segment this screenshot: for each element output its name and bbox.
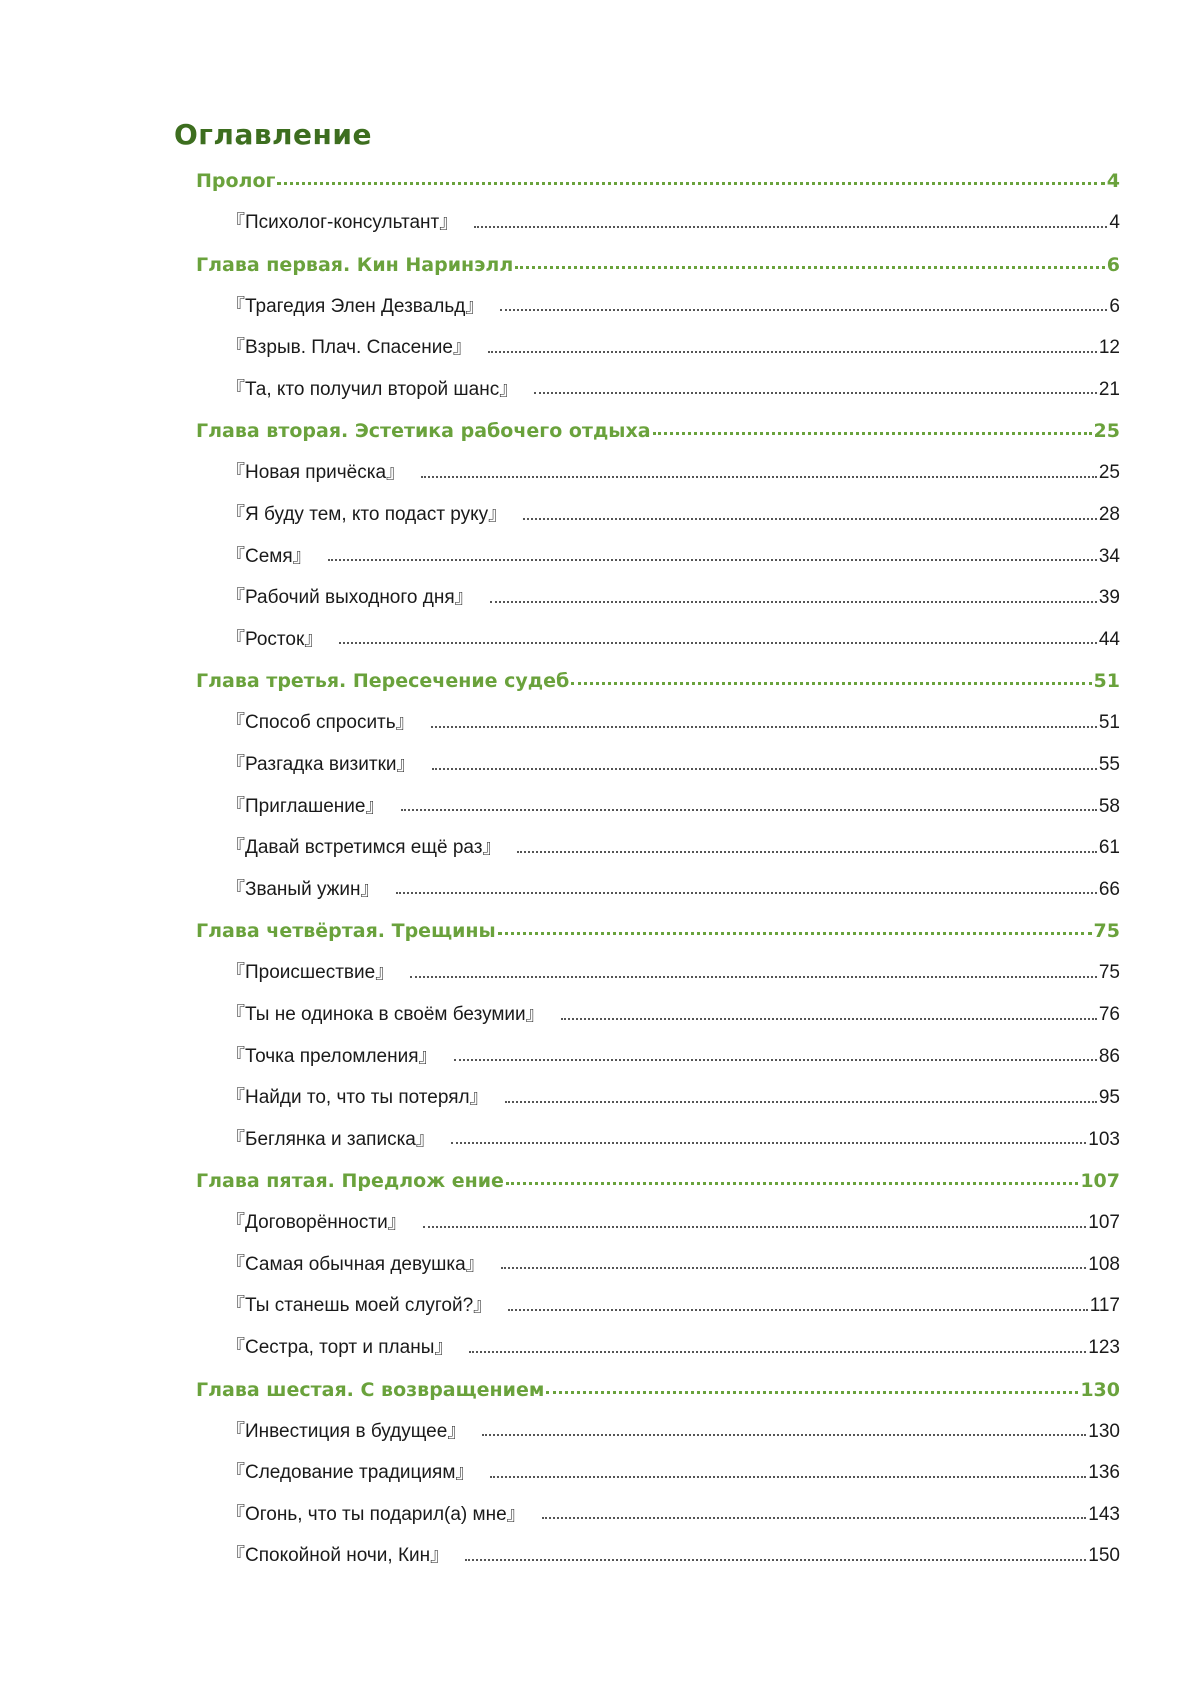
toc-section-entry[interactable] [196, 1285, 1120, 1327]
dot-leader [431, 726, 1097, 728]
toc-entry-page-number: 107 [1080, 1170, 1120, 1193]
toc-entry-title: 『Росток』 [226, 628, 324, 650]
toc-section-entry[interactable] [196, 744, 1120, 786]
toc-entry-title: Глава четвёртая. Трещины [196, 920, 496, 943]
toc-entry-page-number: 6 [1109, 295, 1120, 317]
dot-leader [410, 976, 1097, 978]
dot-leader [482, 1434, 1086, 1436]
toc-chapter-entry[interactable] [196, 1160, 1120, 1202]
toc-entry-page-number: 130 [1080, 1378, 1120, 1401]
toc-entry-page-number: 6 [1106, 253, 1120, 276]
toc-section-entry[interactable] [196, 1535, 1120, 1577]
toc-entry-title: 『Психолог-консультант』 [226, 212, 459, 233]
toc-section-entry[interactable] [196, 286, 1120, 328]
dot-leader [423, 1226, 1087, 1228]
toc-entry-page-number: 143 [1088, 1503, 1120, 1525]
toc-entry-title: 『Новая причёска』 [226, 462, 406, 484]
dot-leader [488, 351, 1097, 353]
dot-leader [469, 1351, 1086, 1353]
toc-entry-page-number: 75 [1093, 920, 1120, 943]
dot-leader [506, 1182, 1078, 1185]
dot-leader [490, 601, 1097, 603]
toc-entry-title: 『Ты не одинока в своём безумии』 [226, 1003, 545, 1025]
toc-entry-page-number: 61 [1098, 837, 1120, 859]
dot-leader [451, 1142, 1086, 1144]
toc-entry-title: 『Беглянка и записка』 [226, 1128, 435, 1150]
toc-heading: Оглавление [174, 118, 373, 151]
toc-entry-page-number: 86 [1098, 1045, 1120, 1067]
toc-entry-title: 『Способ спросить』 [226, 712, 415, 734]
toc-entry-page-number: 21 [1098, 378, 1120, 400]
toc-entry-page-number: 4 [1109, 212, 1120, 233]
toc-chapter-entry[interactable] [196, 410, 1120, 452]
toc-chapter-entry[interactable] [196, 910, 1120, 952]
toc-entry-title: Глава третья. Пересечение судеб [196, 670, 570, 693]
dot-leader [523, 518, 1097, 520]
toc-entry-title: 『Огонь, что ты подарил(а) мне』 [226, 1503, 526, 1525]
toc-section-entry[interactable] [196, 1077, 1120, 1119]
toc-entry-title: 『Я буду тем, кто подаст руку』 [226, 503, 508, 525]
toc-entry-page-number: 107 [1088, 1212, 1120, 1234]
dot-leader [534, 392, 1097, 394]
toc-chapter-entry[interactable] [196, 660, 1120, 702]
toc-section-entry[interactable] [196, 952, 1120, 994]
dot-leader [454, 1059, 1097, 1061]
toc-entry-title: 『Трагедия Элен Дезвальд』 [226, 295, 485, 317]
dot-leader [508, 1309, 1088, 1311]
toc-section-entry[interactable] [196, 1036, 1120, 1078]
toc-entry-title: 『Найди то, что ты потерял』 [226, 1087, 489, 1109]
toc-section-entry[interactable] [196, 452, 1120, 494]
toc-section-entry[interactable] [196, 1327, 1120, 1369]
dot-leader [396, 892, 1097, 894]
dot-leader [517, 851, 1096, 853]
toc-entry-page-number: 75 [1098, 962, 1120, 984]
toc-entry-title: Глава первая. Кин Наринэлл [196, 253, 514, 276]
toc-entry-title: 『Следование традициям』 [226, 1462, 475, 1484]
toc-section-entry[interactable] [196, 1202, 1120, 1244]
toc-entry-title: 『Происшествие』 [226, 962, 395, 984]
toc-entry-page-number: 39 [1098, 587, 1120, 609]
toc-entry-title: Пролог [196, 170, 276, 192]
toc-section-entry[interactable] [196, 202, 1120, 244]
toc-list [196, 160, 1120, 1577]
toc-entry-title: 『Инвестиция в будущее』 [226, 1420, 467, 1442]
toc-section-entry[interactable] [196, 1494, 1120, 1536]
toc-entry-page-number: 25 [1098, 462, 1120, 484]
toc-section-entry[interactable] [196, 1411, 1120, 1453]
toc-entry-title: 『Договорённости』 [226, 1212, 407, 1234]
dot-leader [501, 1267, 1087, 1269]
toc-entry-page-number: 55 [1098, 753, 1120, 775]
toc-entry-title: 『Спокойной ночи, Кин』 [226, 1545, 450, 1567]
toc-entry-title: Глава вторая. Эстетика рабочего отдыха [196, 420, 651, 443]
toc-section-entry[interactable] [196, 1452, 1120, 1494]
toc-entry-page-number: 130 [1088, 1420, 1120, 1442]
toc-section-entry[interactable] [196, 869, 1120, 911]
dot-leader [505, 1101, 1097, 1103]
toc-entry-page-number: 76 [1098, 1003, 1120, 1025]
dot-leader [546, 1391, 1078, 1394]
toc-section-entry[interactable] [196, 327, 1120, 369]
toc-entry-title: Глава пятая. Предлож ение [196, 1170, 504, 1193]
toc-entry-title: 『Самая обычная девушка』 [226, 1253, 485, 1275]
toc-entry-title: 『Рабочий выходного дня』 [226, 587, 474, 609]
toc-entry-page-number: 34 [1098, 545, 1120, 567]
toc-entry-page-number: 66 [1098, 878, 1120, 900]
dot-leader [465, 1559, 1086, 1561]
toc-entry-title: 『Званый ужин』 [226, 878, 380, 900]
toc-entry-page-number: 51 [1093, 670, 1120, 693]
toc-section-entry[interactable] [196, 369, 1120, 411]
toc-chapter-entry[interactable] [196, 244, 1120, 286]
toc-entry-page-number: 117 [1089, 1295, 1120, 1317]
dot-leader [339, 642, 1097, 644]
toc-section-entry[interactable] [196, 494, 1120, 536]
toc-entry-page-number: 123 [1088, 1337, 1120, 1359]
toc-section-entry[interactable] [196, 827, 1120, 869]
toc-entry-page-number: 51 [1098, 712, 1120, 734]
dot-leader [653, 432, 1092, 435]
toc-entry-title: 『Давай встретимся ещё раз』 [226, 837, 502, 859]
toc-entry-page-number: 95 [1098, 1087, 1120, 1109]
dot-leader [401, 809, 1097, 811]
toc-chapter-entry[interactable] [196, 160, 1120, 202]
dot-leader [498, 932, 1092, 935]
toc-entry-page-number: 25 [1093, 420, 1120, 443]
dot-leader [421, 476, 1097, 478]
toc-entry-page-number: 136 [1088, 1462, 1120, 1484]
toc-section-entry[interactable] [196, 994, 1120, 1036]
toc-entry-page-number: 108 [1088, 1253, 1120, 1275]
dot-leader [490, 1476, 1086, 1478]
toc-entry-title: 『Взрыв. Плач. Спасение』 [226, 337, 472, 359]
dot-leader [515, 266, 1105, 269]
toc-entry-page-number: 103 [1088, 1128, 1120, 1150]
dot-leader [277, 182, 1104, 185]
toc-section-entry[interactable] [196, 619, 1120, 661]
toc-entry-page-number: 44 [1098, 628, 1120, 650]
toc-entry-page-number: 58 [1098, 795, 1120, 817]
dot-leader [474, 226, 1107, 228]
toc-entry-title: 『Ты станешь моей слугой?』 [226, 1295, 493, 1317]
toc-entry-title: 『Сестра, торт и планы』 [226, 1337, 454, 1359]
toc-entry-page-number: 4 [1106, 170, 1120, 192]
toc-entry-title: 『Семя』 [226, 545, 312, 567]
dot-leader [571, 682, 1091, 685]
toc-entry-page-number: 12 [1098, 337, 1120, 359]
toc-chapter-entry[interactable] [196, 1369, 1120, 1411]
toc-entry-title: 『Разгадка визитки』 [226, 753, 416, 775]
toc-section-entry[interactable] [196, 1244, 1120, 1286]
toc-section-entry[interactable] [196, 536, 1120, 578]
toc-section-entry[interactable] [196, 577, 1120, 619]
toc-section-entry[interactable] [196, 786, 1120, 828]
dot-leader [328, 559, 1097, 561]
toc-section-entry[interactable] [196, 1119, 1120, 1161]
toc-entry-title: 『Приглашение』 [226, 795, 385, 817]
toc-entry-title: 『Та, кто получил второй шанс』 [226, 378, 519, 400]
toc-entry-title: 『Точка преломления』 [226, 1045, 438, 1067]
dot-leader [542, 1517, 1087, 1519]
dot-leader [500, 309, 1107, 311]
toc-entry-page-number: 150 [1088, 1545, 1120, 1567]
dot-leader [432, 768, 1097, 770]
toc-section-entry[interactable] [196, 702, 1120, 744]
toc-entry-title: Глава шестая. С возвращением [196, 1378, 545, 1401]
dot-leader [561, 1018, 1097, 1020]
toc-entry-page-number: 28 [1098, 503, 1120, 525]
